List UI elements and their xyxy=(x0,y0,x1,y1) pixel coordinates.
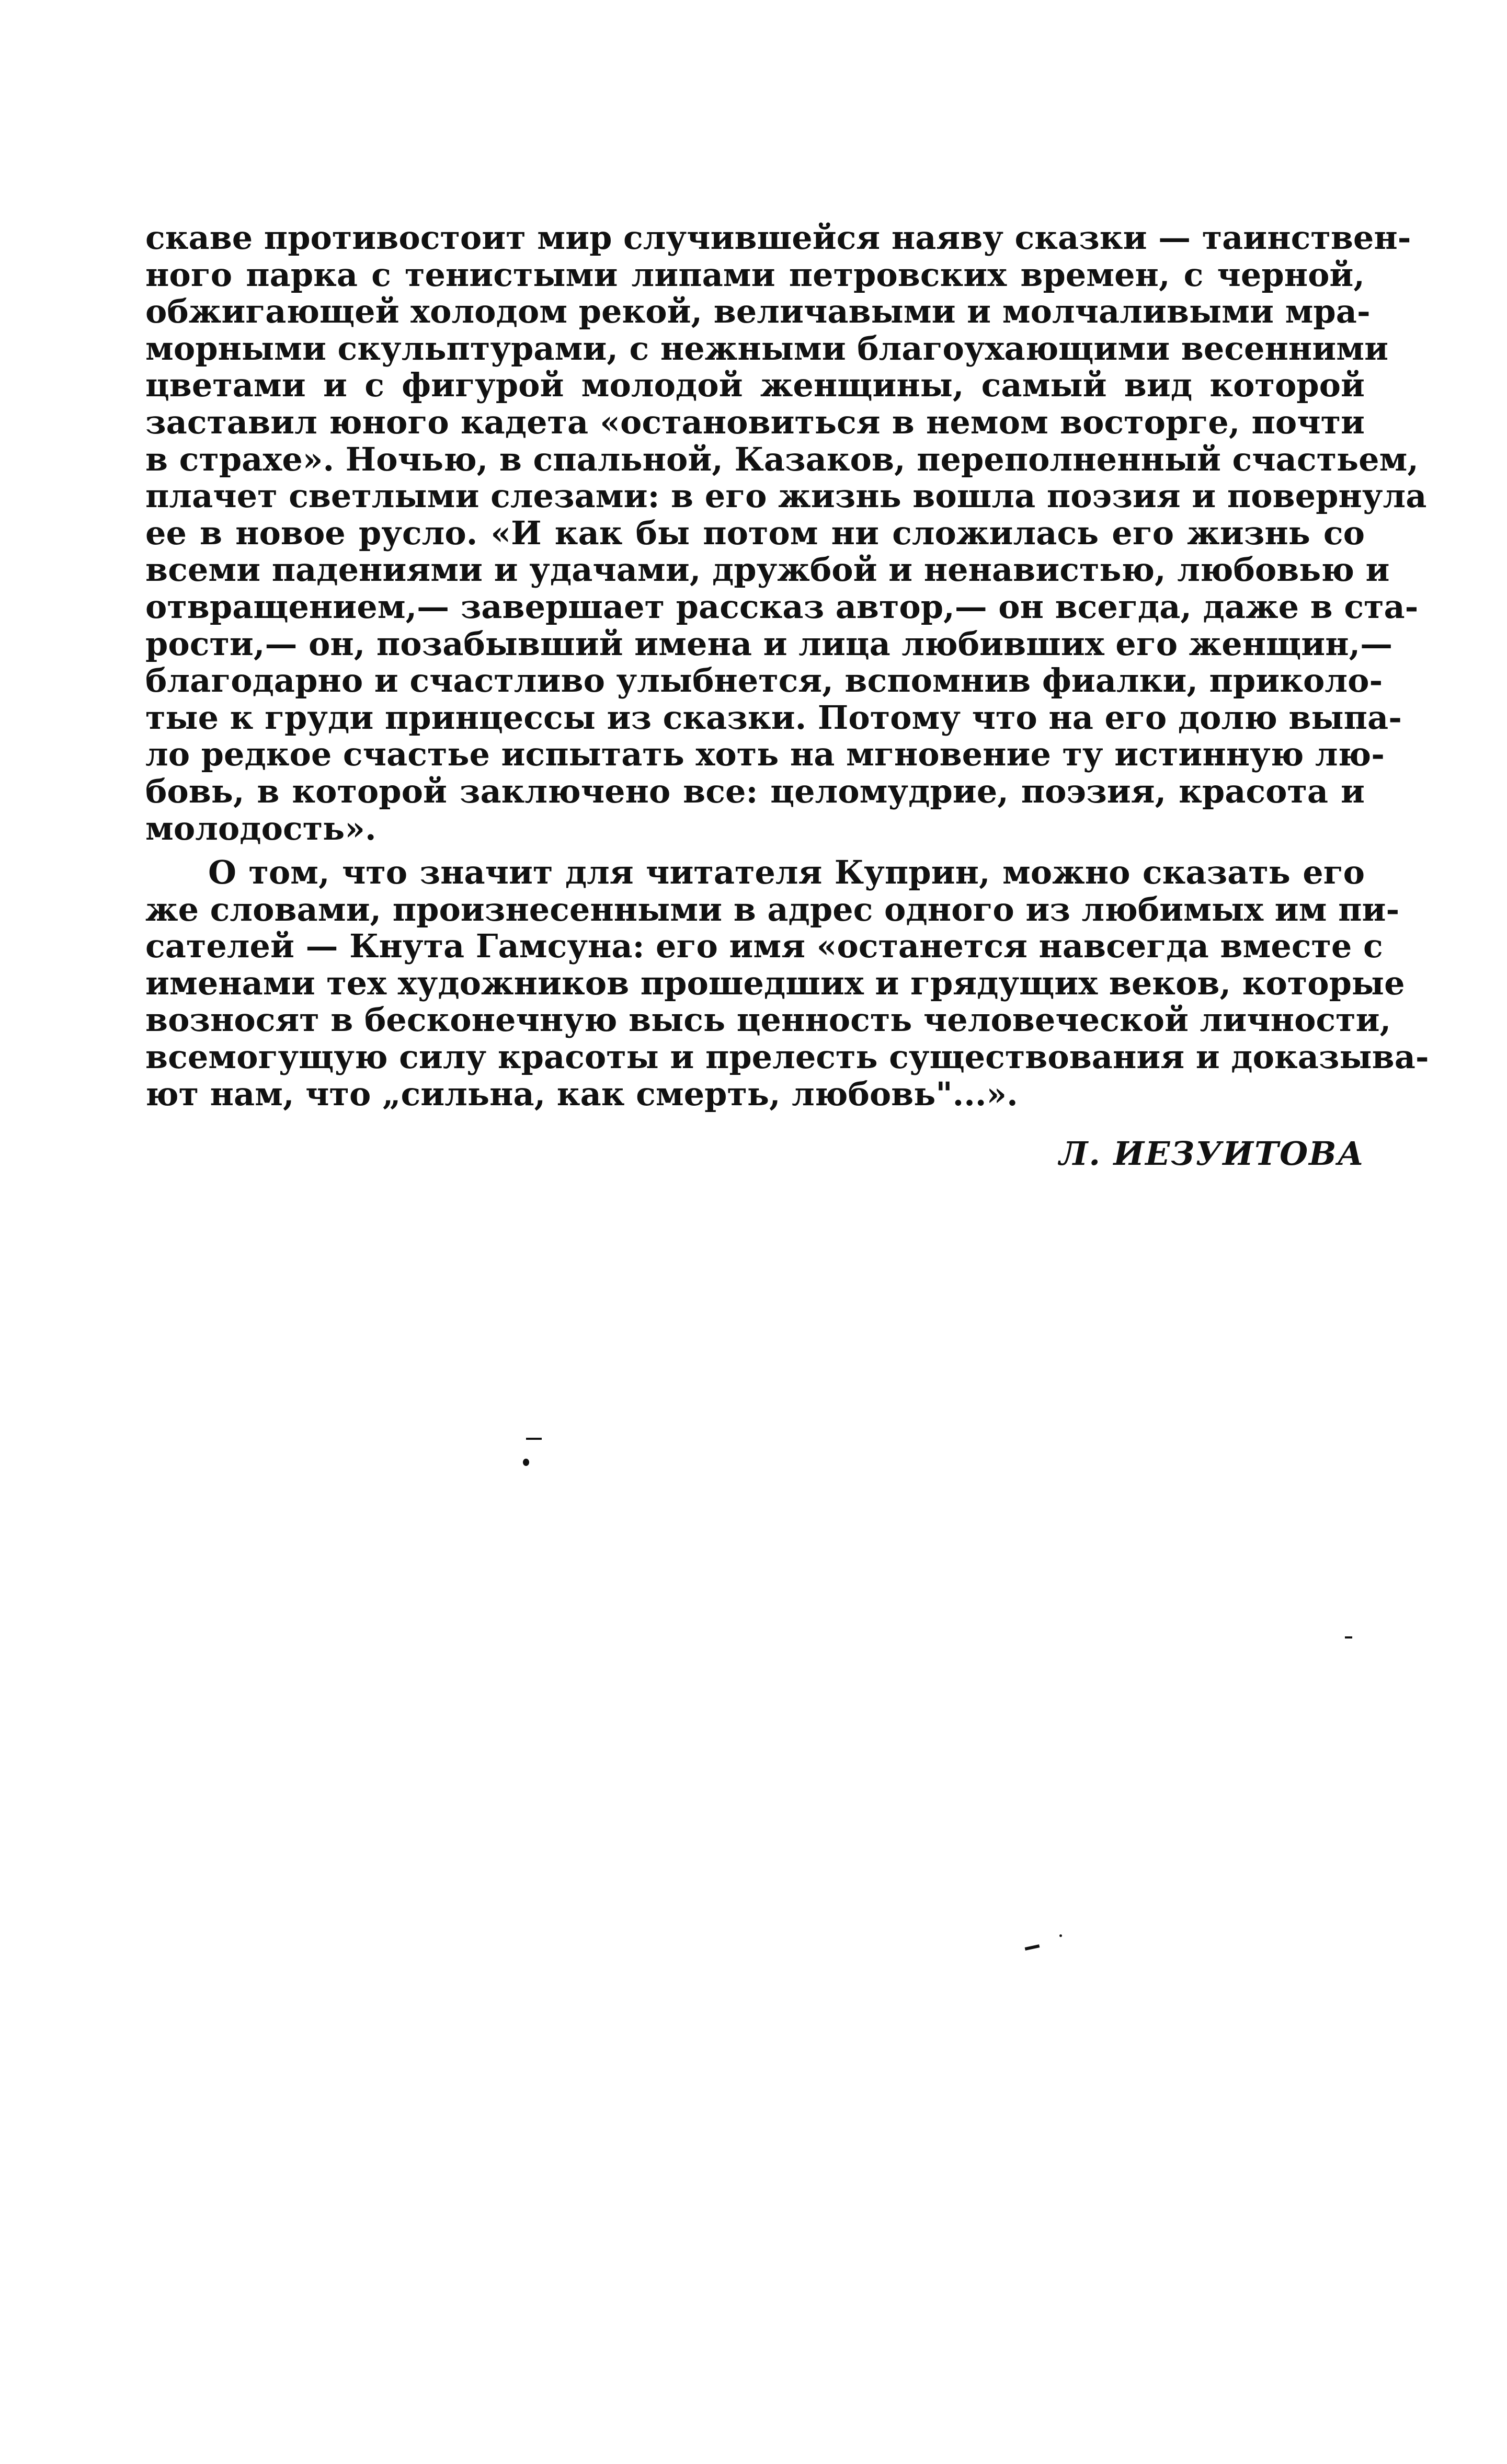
paragraph-2 xyxy=(145,853,1429,1113)
scan-speck xyxy=(1345,1636,1352,1638)
text-line: бовь, в которой заключено все: целомудрие, поэзия, красота и xyxy=(145,772,1365,810)
body-text xyxy=(145,219,1429,1113)
text-line: всемогущую силу красоты и прелесть существования и доказыва- xyxy=(145,1038,1429,1076)
author-signature: Л. ИЕЗУИТОВА xyxy=(1059,1134,1365,1173)
text-line: цветами и с фигурой молодой женщины, самый вид которой xyxy=(145,366,1365,405)
text-line: ло редкое счастье испытать хоть на мгновение ту истинную лю- xyxy=(145,735,1385,774)
scan-speck xyxy=(1025,1944,1040,1951)
text-line: морными скульптурами, с нежными благоухающими весенними xyxy=(145,329,1389,368)
text-line: молодость». xyxy=(145,809,376,847)
text-line: благодарно и счастливо улыбнется, вспомнив фиалки, приколо- xyxy=(145,661,1383,700)
text-line: всеми падениями и удачами, дружбой и ненавистью, любовью и xyxy=(145,551,1390,589)
paragraph-1 xyxy=(145,219,1427,847)
text-line: именами тех художников прошедших и грядущих веков, которые xyxy=(145,964,1405,1002)
text-line: рости,— он, позабывший имена и лица любивших его женщин,— xyxy=(145,624,1393,663)
text-line: ного парка с тенистыми липами петровских времен, с черной, xyxy=(145,255,1365,294)
scan-speck xyxy=(526,1438,542,1440)
text-line: в страхе». Ночью, в спальной, Казаков, переполненный счастьем, xyxy=(145,440,1419,478)
text-line: ют нам, что „сильна, как смерть, любовь"...». xyxy=(145,1074,1018,1113)
text-line: ее в новое русло. «И как бы потом ни сложилась его жизнь со xyxy=(145,513,1365,552)
scan-speck xyxy=(1059,1934,1062,1937)
text-line: обжигающей холодом рекой, величавыми и молчаливыми мра- xyxy=(145,292,1371,331)
text-line: плачет светлыми слезами: в его жизнь вошла поэзия и повернула xyxy=(145,477,1427,515)
text-line: сателей — Кнута Гамсуна: его имя «останется навсегда вместе с xyxy=(145,927,1383,966)
text-line: отвращением,— завершает рассказ автор,— он всегда, даже в ста- xyxy=(145,587,1419,626)
text-line: скаве противостоит мир случившейся наяву сказки — таинствен- xyxy=(145,219,1411,257)
text-line: тые к груди принцессы из сказки. Потому что на его долю выпа- xyxy=(145,698,1402,737)
scan-speck xyxy=(523,1459,529,1466)
text-line: заставил юного кадета «остановиться в немом восторге, почти xyxy=(145,403,1365,441)
text-line: О том, что значит для читателя Куприн, можно сказать его xyxy=(208,853,1365,892)
text-line: же словами, произнесенными в адрес одного из любимых им пи- xyxy=(145,890,1400,929)
text-line: возносят в бесконечную высь ценность человеческой личности, xyxy=(145,1001,1391,1039)
